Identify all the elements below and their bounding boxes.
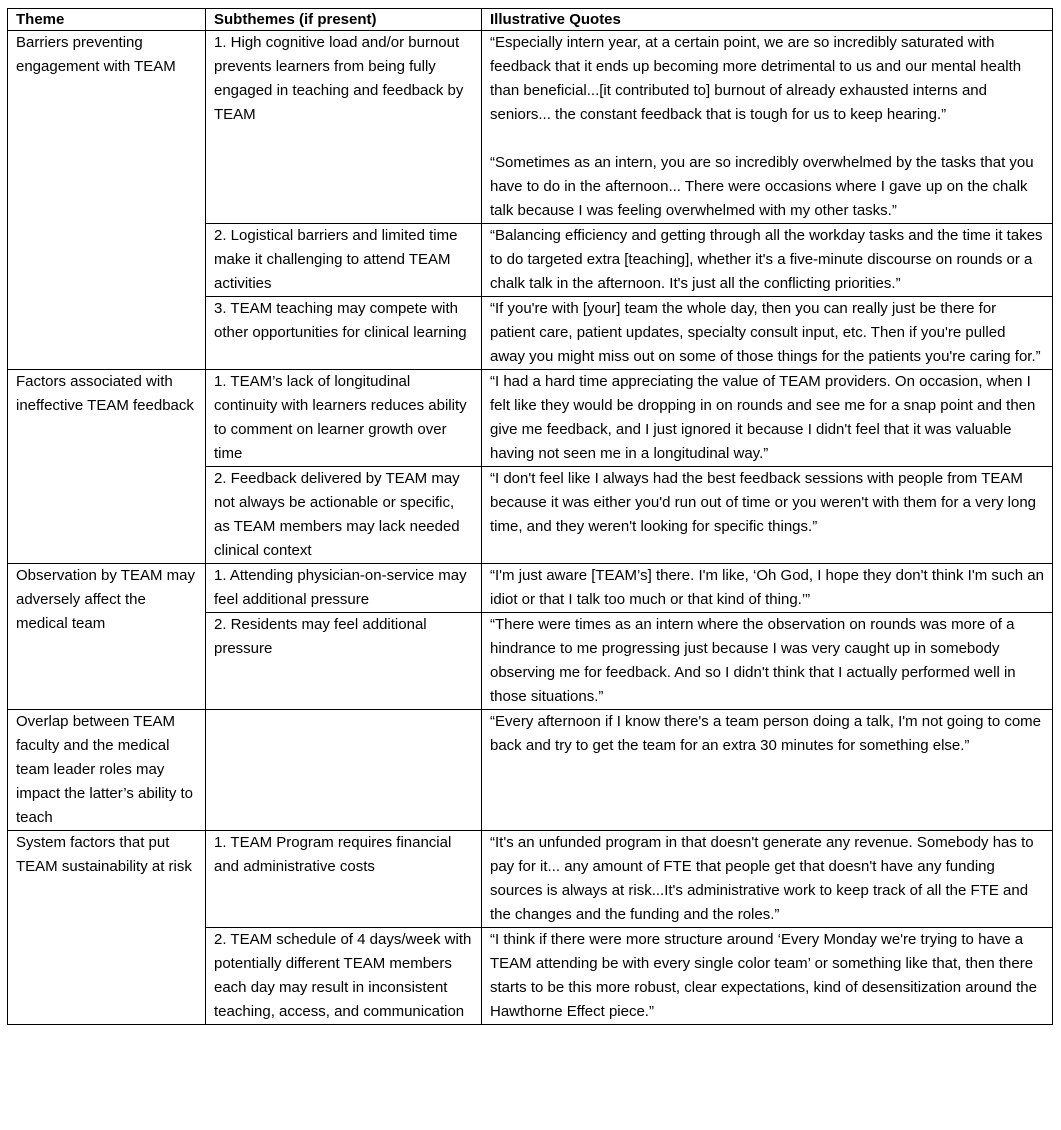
themes-table <box>7 8 1053 1025</box>
quote-text: “I think if there were more structure around ‘Every Monday we're trying to have a TEAM attending be with every single color team’ or something like that, then there starts to be this more robust, clear expectations, kind of desensitization around the Hawthorne Effect piece.” <box>490 931 1042 1020</box>
subtheme-cell <box>206 710 482 831</box>
quote-cell <box>482 224 1053 297</box>
theme-cell: Observation by TEAM may adversely affect the medical team <box>8 564 206 710</box>
subtheme-cell: 1. Attending physician-on-service may feel additional pressure <box>206 564 482 613</box>
quote-text: “I don't feel like I always had the best feedback sessions with people from TEAM because it was either you'd run out of time or you weren't with them for a very long time, and they weren't looking for specific things.” <box>490 470 1041 535</box>
quote-text: “Sometimes as an intern, you are so incredibly overwhelmed by the tasks that you have to do in the afternoon... There were occasions where I gave up on the chalk talk because I was feeling overwhelmed with my other tasks.” <box>490 154 1038 219</box>
column-header-quotes: Illustrative Quotes <box>482 9 1053 31</box>
table-row <box>8 710 1053 831</box>
theme-cell: Overlap between TEAM faculty and the medical team leader roles may impact the latter’s ability to teach <box>8 710 206 831</box>
table-row <box>8 370 1053 467</box>
theme-cell: System factors that put TEAM sustainability at risk <box>8 831 206 1025</box>
quote-text: “I had a hard time appreciating the value of TEAM providers. On occasion, when I felt like they would be dropping in on rounds and see me for a snap point and then give me feedback, and I just ignored it because I didn't feel that it was valuable having not seen me in a longitudinal way.” <box>490 373 1040 462</box>
quote-cell <box>482 370 1053 467</box>
table-row <box>8 31 1053 224</box>
table-row <box>8 564 1053 613</box>
column-header-theme: Theme <box>8 9 206 31</box>
quote-text: “Especially intern year, at a certain point, we are so incredibly saturated with feedback that it ends up becoming more detrimental to us and our mental health than beneficial...[it contributed to] burnout of already exhausted interns and seniors... the constant feedback that is tough for us to keep hearing.” <box>490 34 1026 123</box>
quote-cell <box>482 31 1053 224</box>
quote-text: “Balancing efficiency and getting through all the workday tasks and the time it takes to do targeted extra [teaching], whether it's a five-minute discourse on rounds or a chalk talk in the afternoon. It's just all the conflicting priorities.” <box>490 227 1047 292</box>
table-header-row <box>8 9 1053 31</box>
subtheme-cell: 1. High cognitive load and/or burnout prevents learners from being fully engaged in teaching and feedback by TEAM <box>206 31 482 224</box>
theme-cell: Factors associated with ineffective TEAM feedback <box>8 370 206 564</box>
subtheme-cell: 2. Feedback delivered by TEAM may not always be actionable or specific, as TEAM members may lack needed clinical context <box>206 467 482 564</box>
quote-cell <box>482 297 1053 370</box>
quote-text: “If you're with [your] team the whole day, then you can really just be there for patient care, patient updates, specialty consult input, etc. Then if you're pulled away you might miss out on some of those things for the patients you're caring for.” <box>490 300 1041 365</box>
subtheme-cell: 2. TEAM schedule of 4 days/week with potentially different TEAM members each day may result in inconsistent teaching, access, and communication <box>206 928 482 1025</box>
theme-cell: Barriers preventing engagement with TEAM <box>8 31 206 370</box>
subtheme-cell: 1. TEAM Program requires financial and administrative costs <box>206 831 482 928</box>
quote-cell <box>482 613 1053 710</box>
themes-table-container <box>7 8 1053 1025</box>
quote-cell <box>482 710 1053 831</box>
subtheme-cell: 2. Residents may feel additional pressure <box>206 613 482 710</box>
quote-cell <box>482 564 1053 613</box>
table-row <box>8 831 1053 928</box>
quote-text: “It's an unfunded program in that doesn't generate any revenue. Somebody has to pay for it... any amount of FTE that people get that doesn't have any funding sources is always at risk...It's administrative work to keep track of all the FTE and the changes and the funding and the roles.” <box>490 834 1038 923</box>
quote-text: “There were times as an intern where the observation on rounds was more of a hindrance to me progressing just because I was very caught up in somebody observing me for feedback. And so I didn't think that I actually performed well in those situations.” <box>490 616 1020 705</box>
quote-cell <box>482 928 1053 1025</box>
quote-cell <box>482 467 1053 564</box>
quote-text: “Every afternoon if I know there's a team person doing a talk, I'm not going to come back and try to get the team for an extra 30 minutes for something else.” <box>490 713 1046 754</box>
subtheme-cell: 2. Logistical barriers and limited time make it challenging to attend TEAM activities <box>206 224 482 297</box>
subtheme-cell: 3. TEAM teaching may compete with other opportunities for clinical learning <box>206 297 482 370</box>
quote-cell <box>482 831 1053 928</box>
quote-text: “I'm just aware [TEAM’s] there. I'm like, ‘Oh God, I hope they don't think I'm such an idiot or that I talk too much or that kind of thing.’” <box>490 567 1049 608</box>
column-header-subthemes: Subthemes (if present) <box>206 9 482 31</box>
subtheme-cell: 1. TEAM’s lack of longitudinal continuity with learners reduces ability to comment on learner growth over time <box>206 370 482 467</box>
